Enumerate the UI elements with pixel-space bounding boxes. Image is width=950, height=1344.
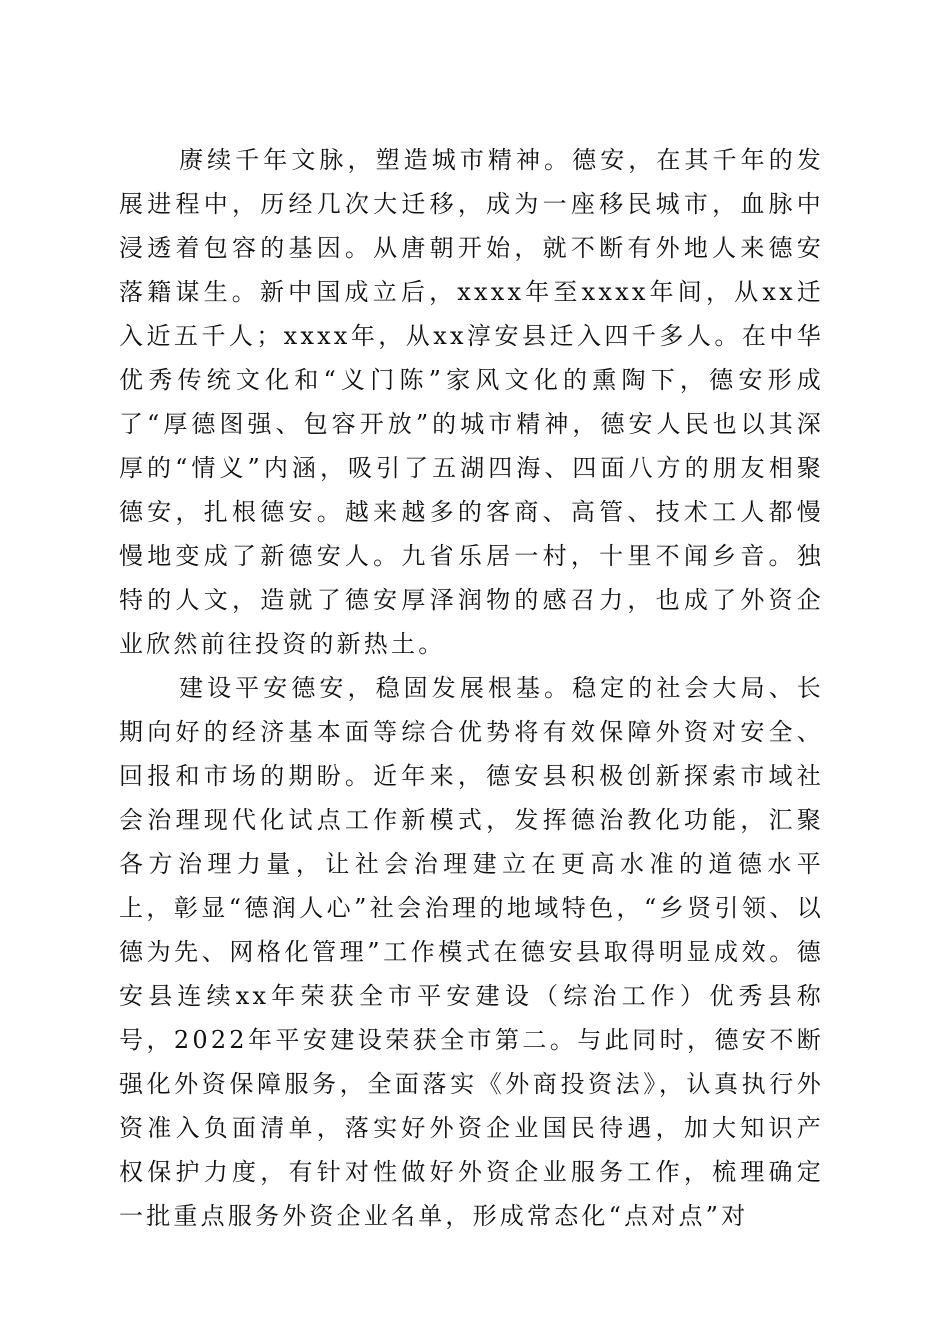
paragraph-cultural-heritage: 赓续千年文脉，塑造城市精神。德安，在其千年的发展进程中，历经几次大迁移，成为一座移民城市，血脉中浸透着包容的基因。从唐朝开始，就不断有外地人来德安落籍谋生。新中国成立后，xxxx年至xxxx年间，从xx迁入近五千人；xxxx年，从xx淳安县迁入四千多人。在中华优秀传统文化和“义门陈”家风文化的熏陶下，德安形成了“厚德图强、包容开放”的城市精神，德安人民也以其深厚的“情义”内涵，吸引了五湖四海、四面八方的朋友相聚德安，扎根德安。越来越多的客商、高管、技术工人都慢慢地变成了新德安人。九省乐居一村，十里不闻乡音。独特的人文，造就了德安厚泽润物的感召力，也成了外资企业欣然前往投资的新热土。	[119, 146, 824, 658]
document-body	[119, 138, 824, 1238]
paragraph-safe-dean: 建设平安德安，稳固发展根基。稳定的社会大局、长期向好的经济基本面等综合优势将有效保障外资对安全、回报和市场的期盼。近年来，德安县积极创新探索市域社会治理现代化试点工作新模式，发挥德治教化功能，汇聚各方治理力量，让社会治理建立在更高水准的道德水平上，彰显“德润人心”社会治理的地域特色，“乡贤引领、以德为先、网格化管理”工作模式在德安县取得明显成效。德安县连续xx年荣获全市平安建设（综治工作）优秀县称号，2022年平安建设荣获全市第二。与此同时，德安不断强化外资保障服务，全面落实《外商投资法》，认真执行外资准入负面清单，落实好外资企业国民待遇，加大知识产权保护力度，有针对性做好外资企业服务工作，梳理确定一批重点服务外资企业名单，形成常态化“点对点”对	[119, 674, 824, 1230]
